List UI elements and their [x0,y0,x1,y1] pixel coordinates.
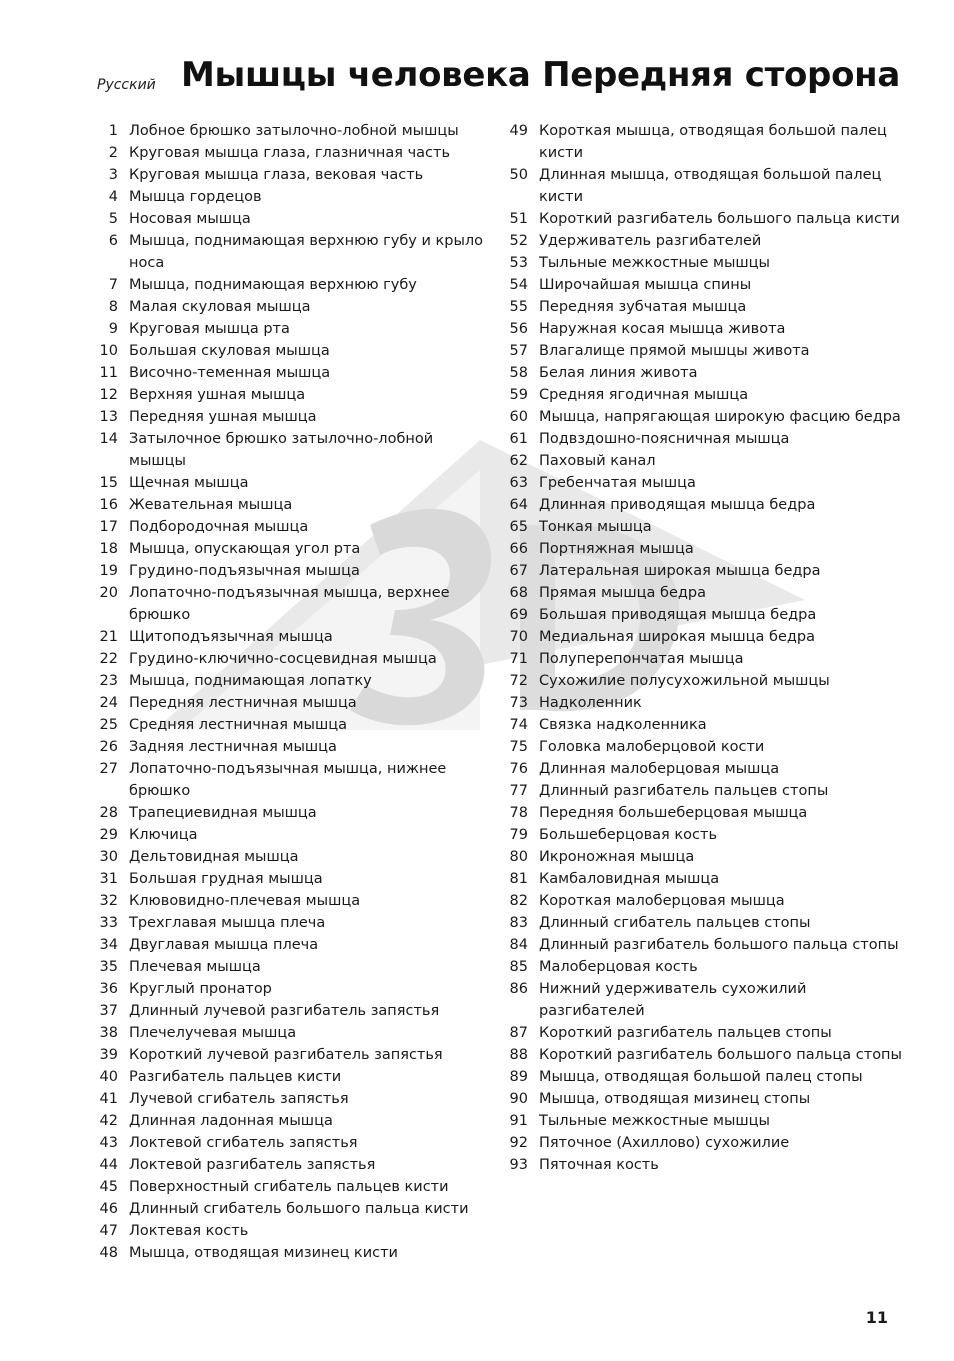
item-number: 40 [99,1069,118,1085]
list-item [502,362,902,384]
item-label: Большая скуловая мышца [129,343,330,359]
item-number: 91 [509,1113,528,1129]
item-label: Двуглавая мышца плеча [129,937,319,953]
item-number: 9 [108,321,118,337]
item-number: 75 [509,739,528,755]
list-item [502,736,902,758]
item-number: 64 [509,497,528,513]
item-number: 45 [99,1179,118,1195]
item-label: Икроножная мышца [539,849,695,865]
list-item [502,692,902,714]
list-item [502,714,902,736]
list-item [92,318,487,340]
item-label: Малая скуловая мышца [129,299,311,315]
item-label: Медиальная широкая мышца бедра [539,629,816,645]
item-number: 5 [108,211,118,227]
list-item [502,318,902,340]
list-item [92,516,487,538]
item-label: Круговая мышца глаза, глазничная часть [129,145,451,161]
item-number: 79 [509,827,528,843]
list-item [92,494,487,516]
item-number: 43 [99,1135,118,1151]
item-label: Гребенчатая мышца [539,475,696,491]
item-number: 16 [99,497,118,513]
item-label: Передняя большеберцовая мышца [539,805,808,821]
list-item [92,1132,487,1154]
list-item [92,472,487,494]
item-number: 52 [509,233,528,249]
item-label: Поверхностный сгибатель пальцев кисти [129,1179,449,1195]
item-label: Клювовидно-плечевая мышца [129,893,361,909]
item-label: Лобное брюшко затылочно-лобной мышцы [129,123,459,139]
list-item [502,604,902,626]
item-number: 13 [99,409,118,425]
item-label: Подбородочная мышца [129,519,309,535]
item-label: Лопаточно-подъязычная мышца, нижнее брюшко [129,761,447,799]
item-label: Передняя зубчатая мышца [539,299,747,315]
item-number: 1 [108,123,118,139]
list-item [92,1198,487,1220]
list-item [502,846,902,868]
list-item [92,1242,487,1264]
list-item [92,890,487,912]
item-label: Средняя ягодичная мышца [539,387,749,403]
list-item [502,1154,902,1176]
item-label: Грудино-подъязычная мышца [129,563,360,579]
item-label: Пяточная кость [539,1157,659,1173]
list-item [502,868,902,890]
list-item [502,956,902,978]
item-label: Тыльные межкостные мышцы [539,1113,770,1129]
item-label: Надколенник [539,695,642,711]
item-number: 56 [509,321,528,337]
list-item [502,670,902,692]
item-number: 48 [99,1245,118,1261]
list-item [502,120,902,164]
list-item [502,560,902,582]
list-item [502,252,902,274]
item-label: Связка надколенника [539,717,707,733]
item-label: Носовая мышца [129,211,251,227]
item-label: Разгибатель пальцев кисти [129,1069,342,1085]
item-label: Тыльные межкостные мышцы [539,255,770,271]
item-label: Затылочное брюшко затылочно-лобной мышцы [129,431,434,469]
item-label: Мышца, опускающая угол рта [129,541,361,557]
item-number: 17 [99,519,118,535]
language-label: Русский [97,77,156,93]
item-label: Длинная приводящая мышца бедра [539,497,816,513]
item-number: 72 [509,673,528,689]
item-number: 49 [509,123,528,139]
list-item [502,648,902,670]
item-label: Короткий разгибатель пальцев стопы [539,1025,832,1041]
list-item [92,384,487,406]
item-label: Длинный сгибатель пальцев стопы [539,915,811,931]
item-label: Короткий лучевой разгибатель запястья [129,1047,443,1063]
list-item [92,362,487,384]
item-label: Пяточное (Ахиллово) сухожилие [539,1135,790,1151]
item-number: 44 [99,1157,118,1173]
item-number: 35 [99,959,118,975]
item-label: Ключица [129,827,198,843]
item-label: Верхняя ушная мышца [129,387,306,403]
list-item [502,406,902,428]
list-item [92,274,487,296]
list-item [502,1044,902,1066]
list-item [92,978,487,1000]
list-item [92,802,487,824]
list-item [502,296,902,318]
item-label: Наружная косая мышца живота [539,321,786,337]
list-item [92,912,487,934]
item-label: Большеберцовая кость [539,827,717,843]
muscle-list-right [502,120,902,1176]
list-item [92,670,487,692]
item-label: Головка малоберцовой кости [539,739,765,755]
list-item [92,1000,487,1022]
item-label: Лопаточно-подъязычная мышца, верхнее брюшко [129,585,450,623]
item-number: 78 [509,805,528,821]
item-number: 38 [99,1025,118,1041]
list-item [92,296,487,318]
item-number: 86 [509,981,528,997]
item-number: 70 [509,629,528,645]
list-item [92,692,487,714]
item-label: Малоберцовая кость [539,959,698,975]
list-item [502,824,902,846]
muscle-list-left [92,120,487,1264]
list-item [92,164,487,186]
item-number: 74 [509,717,528,733]
list-item [92,406,487,428]
item-number: 82 [509,893,528,909]
list-item [92,208,487,230]
item-label: Грудино-ключично-сосцевидная мышца [129,651,437,667]
item-number: 8 [108,299,118,315]
item-number: 87 [509,1025,528,1041]
list-item [92,428,487,472]
item-number: 71 [509,651,528,667]
item-label: Портняжная мышца [539,541,694,557]
item-number: 29 [99,827,118,843]
item-label: Жевательная мышца [129,497,293,513]
list-item [502,890,902,912]
item-label: Камбаловидная мышца [539,871,720,887]
item-label: Трапециевидная мышца [129,805,317,821]
item-label: Белая линия живота [539,365,698,381]
item-number: 63 [509,475,528,491]
list-item [92,120,487,142]
item-number: 23 [99,673,118,689]
item-number: 89 [509,1069,528,1085]
list-item [502,208,902,230]
item-number: 14 [99,431,118,447]
item-number: 50 [509,167,528,183]
item-label: Большая грудная мышца [129,871,323,887]
item-number: 11 [99,365,118,381]
list-item [92,1088,487,1110]
page-title: Мышцы человека Передняя сторона [181,55,900,95]
item-label: Лучевой сгибатель запястья [129,1091,349,1107]
item-number: 58 [509,365,528,381]
list-item [502,230,902,252]
item-number: 47 [99,1223,118,1239]
list-item [502,428,902,450]
item-label: Подвздошно-поясничная мышца [539,431,790,447]
item-label: Мышца гордецов [129,189,262,205]
item-label: Круглый пронатор [129,981,272,997]
page-header [97,55,900,105]
item-number: 59 [509,387,528,403]
item-number: 25 [99,717,118,733]
item-label: Щитоподъязычная мышца [129,629,333,645]
item-number: 53 [509,255,528,271]
list-item [502,1132,902,1154]
list-item [502,274,902,296]
item-label: Короткий разгибатель большого пальца стопы [539,1047,902,1063]
list-item [502,538,902,560]
item-label: Передняя ушная мышца [129,409,317,425]
list-item [92,230,487,274]
list-item [502,912,902,934]
item-number: 22 [99,651,118,667]
item-number: 39 [99,1047,118,1063]
list-item [92,626,487,648]
item-number: 27 [99,761,118,777]
item-number: 54 [509,277,528,293]
item-number: 60 [509,409,528,425]
item-label: Мышца, отводящая мизинец кисти [129,1245,398,1261]
item-label: Длинный разгибатель пальцев стопы [539,783,829,799]
item-label: Большая приводящая мышца бедра [539,607,817,623]
item-label: Мышца, поднимающая верхнюю губу и крыло носа [129,233,484,271]
item-number: 28 [99,805,118,821]
item-number: 3 [108,167,118,183]
list-item [502,472,902,494]
item-label: Дельтовидная мышца [129,849,299,865]
item-label: Влагалище прямой мышцы живота [539,343,810,359]
list-item [502,626,902,648]
item-number: 34 [99,937,118,953]
item-label: Передняя лестничная мышца [129,695,357,711]
item-label: Средняя лестничная мышца [129,717,347,733]
item-label: Круговая мышца рта [129,321,290,337]
item-number: 85 [509,959,528,975]
list-item [92,846,487,868]
item-label: Плечевая мышца [129,959,261,975]
list-item [92,538,487,560]
item-label: Плечелучевая мышца [129,1025,297,1041]
item-number: 42 [99,1113,118,1129]
item-number: 62 [509,453,528,469]
list-item [92,736,487,758]
list-item [502,582,902,604]
item-number: 31 [99,871,118,887]
list-item [92,648,487,670]
list-item [502,934,902,956]
item-label: Локтевой сгибатель запястья [129,1135,358,1151]
item-label: Удерживатель разгибателей [539,233,762,249]
item-label: Локтевая кость [129,1223,249,1239]
item-number: 80 [509,849,528,865]
item-number: 90 [509,1091,528,1107]
list-item [92,582,487,626]
item-number: 76 [509,761,528,777]
item-label: Мышца, отводящая мизинец стопы [539,1091,811,1107]
list-item [502,384,902,406]
item-number: 92 [509,1135,528,1151]
item-number: 26 [99,739,118,755]
item-number: 68 [509,585,528,601]
item-number: 4 [108,189,118,205]
item-number: 20 [99,585,118,601]
item-label: Круговая мышца глаза, вековая часть [129,167,424,183]
list-item [502,340,902,362]
item-label: Полуперепончатая мышца [539,651,744,667]
list-item [92,934,487,956]
list-item [92,758,487,802]
item-number: 37 [99,1003,118,1019]
list-item [92,1066,487,1088]
list-item [92,1044,487,1066]
list-item [502,1088,902,1110]
item-number: 51 [509,211,528,227]
item-label: Длинная ладонная мышца [129,1113,333,1129]
item-number: 15 [99,475,118,491]
list-item [92,956,487,978]
item-number: 36 [99,981,118,997]
item-label: Задняя лестничная мышца [129,739,337,755]
list-item [92,1022,487,1044]
item-label: Короткий разгибатель большого пальца кисти [539,211,900,227]
item-number: 83 [509,915,528,931]
item-number: 41 [99,1091,118,1107]
list-item [502,1066,902,1088]
item-number: 2 [108,145,118,161]
item-number: 73 [509,695,528,711]
item-number: 81 [509,871,528,887]
item-label: Тонкая мышца [539,519,652,535]
list-item [92,340,487,362]
item-label: Длинный разгибатель большого пальца стопы [539,937,899,953]
item-number: 12 [99,387,118,403]
list-item [502,1022,902,1044]
item-number: 93 [509,1157,528,1173]
item-number: 84 [509,937,528,953]
list-item [92,868,487,890]
item-label: Длинный сгибатель большого пальца кисти [129,1201,469,1217]
item-number: 6 [108,233,118,249]
item-label: Щечная мышца [129,475,249,491]
list-item [92,824,487,846]
list-item [502,494,902,516]
item-number: 66 [509,541,528,557]
list-item [92,142,487,164]
item-number: 69 [509,607,528,623]
list-item [92,1154,487,1176]
item-label: Нижний удерживатель сухожилий разгибателей [539,981,807,1019]
item-number: 10 [99,343,118,359]
list-item [502,164,902,208]
item-label: Мышца, напрягающая широкую фасцию бедра [539,409,901,425]
item-number: 57 [509,343,528,359]
item-number: 67 [509,563,528,579]
item-label: Прямая мышца бедра [539,585,706,601]
list-item [92,1110,487,1132]
item-label: Паховый канал [539,453,656,469]
item-number: 33 [99,915,118,931]
item-number: 46 [99,1201,118,1217]
item-label: Короткая мышца, отводящая большой палец кисти [539,123,887,161]
item-number: 30 [99,849,118,865]
item-number: 61 [509,431,528,447]
item-number: 18 [99,541,118,557]
item-number: 88 [509,1047,528,1063]
item-label: Локтевой разгибатель запястья [129,1157,376,1173]
list-item [502,450,902,472]
list-item [502,780,902,802]
item-number: 77 [509,783,528,799]
item-number: 7 [108,277,118,293]
item-label: Широчайшая мышца спины [539,277,752,293]
item-number: 32 [99,893,118,909]
list-item [502,978,902,1022]
item-label: Мышца, поднимающая верхнюю губу [129,277,417,293]
item-label: Короткая малоберцовая мышца [539,893,785,909]
item-label: Сухожилие полусухожильной мышцы [539,673,830,689]
list-item [502,802,902,824]
item-number: 21 [99,629,118,645]
item-label: Латеральная широкая мышца бедра [539,563,821,579]
list-item [92,714,487,736]
item-label: Трехглавая мышца плеча [129,915,326,931]
item-label: Длинный лучевой разгибатель запястья [129,1003,440,1019]
item-number: 55 [509,299,528,315]
item-number: 24 [99,695,118,711]
list-item [92,560,487,582]
list-item [92,1176,487,1198]
item-label: Длинная малоберцовая мышца [539,761,780,777]
item-label: Мышца, отводящая большой палец стопы [539,1069,863,1085]
list-item [502,758,902,780]
list-item [502,1110,902,1132]
item-label: Височно-теменная мышца [129,365,331,381]
list-item [92,1220,487,1242]
item-label: Длинная мышца, отводящая большой палец кисти [539,167,882,205]
item-label: Мышца, поднимающая лопатку [129,673,372,689]
list-item [92,186,487,208]
item-number: 19 [99,563,118,579]
item-number: 65 [509,519,528,535]
list-item [502,516,902,538]
page-number: 11 [865,1308,888,1327]
